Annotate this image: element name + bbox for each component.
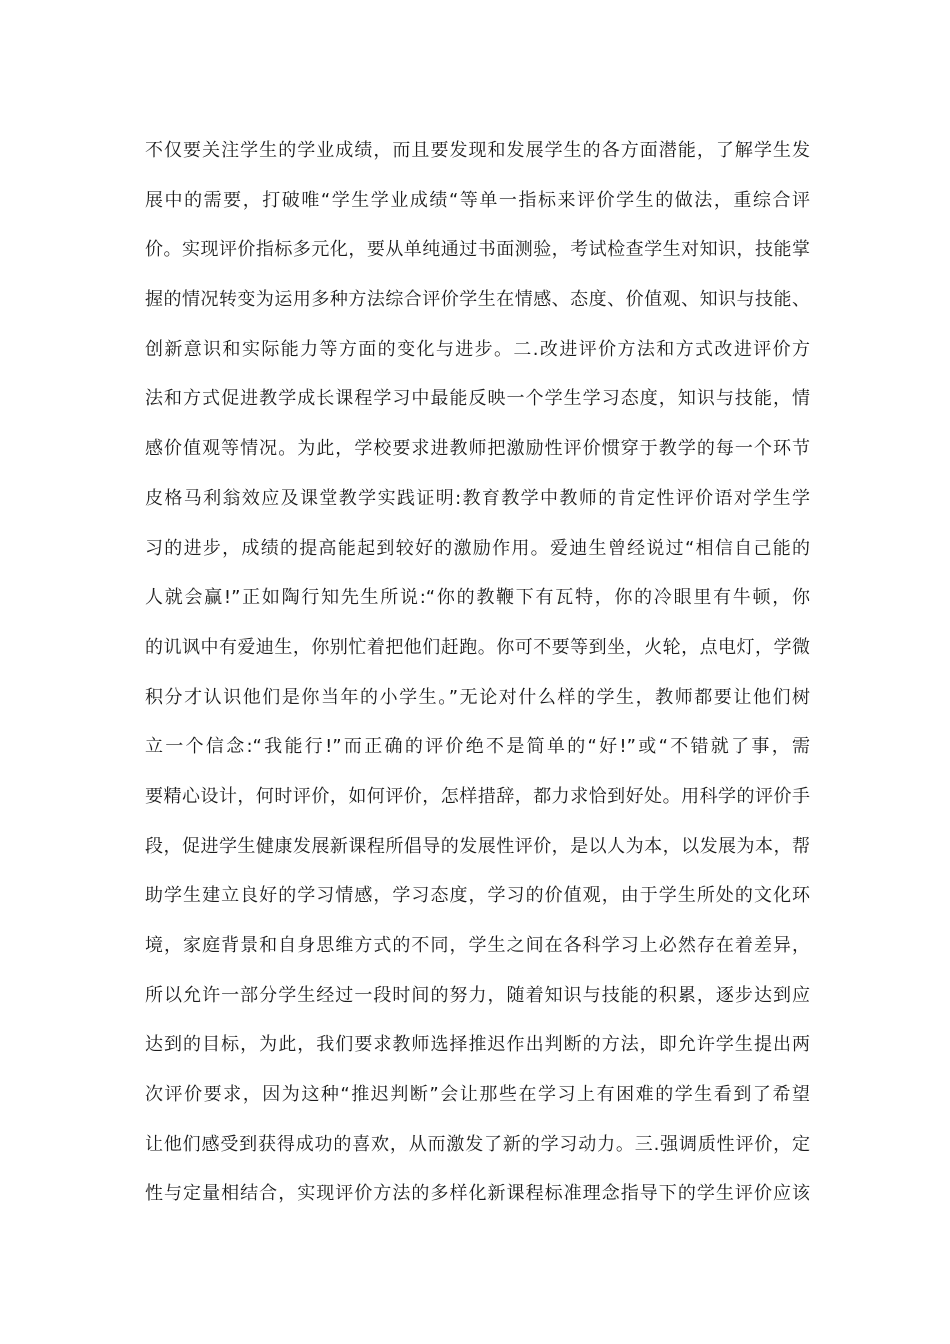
text-line: 法和方式促进教学成长课程学习中最能反映一个学生学习态度，知识与技能，情 <box>145 388 810 410</box>
text-line: 次评价要求，因为这种“推迟判断”会让那些在学习上有困难的学生看到了希望 <box>145 1084 810 1106</box>
text-line: 段，促进学生健康发展新课程所倡导的发展性评价，是以人为本，以发展为本，帮 <box>145 835 810 857</box>
text-line: 的讥讽中有爱迪生，你别忙着把他们赶跑。你可不要等到坐，火轮，点电灯，学微 <box>145 636 810 658</box>
text-line: 让他们感受到获得成功的喜欢，从而激发了新的学习动力。三.强调质性评价，定 <box>145 1133 810 1155</box>
text-line: 所以允许一部分学生经过一段时间的努力，随着知识与技能的积累，逐步达到应 <box>145 984 810 1006</box>
text-line: 不仅要关注学生的学业成绩，而且要发现和发展学生的各方面潜能，了解学生发 <box>145 140 810 161</box>
text-line: 习的进步，成绩的提高能起到较好的激励作用。爱迪生曾经说过“相信自己能的 <box>145 537 810 559</box>
body-text <box>145 131 810 1224</box>
text-line: 立一个信念:“我能行!”而正确的评价绝不是简单的“好!”或“不错就了事，需 <box>145 736 810 758</box>
text-line: 握的情况转变为运用多种方法综合评价学生在情感、态度、价值观、知识与技能、 <box>145 289 810 311</box>
text-line: 皮格马利翁效应及课堂教学实践证明:教育教学中教师的肯定性评价语对学生学 <box>145 487 810 509</box>
text-line: 达到的目标，为此，我们要求教师选择推迟作出判断的方法，即允许学生提出两 <box>145 1034 810 1056</box>
text-line: 感价值观等情况。为此，学校要求进教师把激励性评价惯穿于教学的每一个环节 <box>145 438 810 460</box>
text-line: 助学生建立良好的学习情感，学习态度，学习的价值观，由于学生所处的文化环 <box>145 885 810 907</box>
text-line: 积分才认识他们是你当年的小学生。”无论对什么样的学生，教师都要让他们树 <box>145 686 810 708</box>
text-line: 创新意识和实际能力等方面的变化与进步。二.改进评价方法和方式改进评价方 <box>145 338 810 360</box>
text-line: 要精心设计，何时评价，如何评价，怎样措辞，都力求恰到好处。用科学的评价手 <box>145 785 810 807</box>
text-line: 境，家庭背景和自身思维方式的不同，学生之间在各科学习上必然存在着差异， <box>145 935 810 956</box>
text-line: 性与定量相结合，实现评价方法的多样化新课程标准理念指导下的学生评价应该 <box>145 1183 810 1205</box>
text-line: 展中的需要，打破唯“学生学业成绩“等单一指标来评价学生的做法，重综合评 <box>145 189 810 211</box>
text-line: 人就会赢!”正如陶行知先生所说:“你的教鞭下有瓦特，你的冷眼里有牛顿，你 <box>145 587 810 609</box>
text-line: 价。实现评价指标多元化，要从单纯通过书面测验，考试检查学生对知识，技能掌 <box>145 239 810 261</box>
